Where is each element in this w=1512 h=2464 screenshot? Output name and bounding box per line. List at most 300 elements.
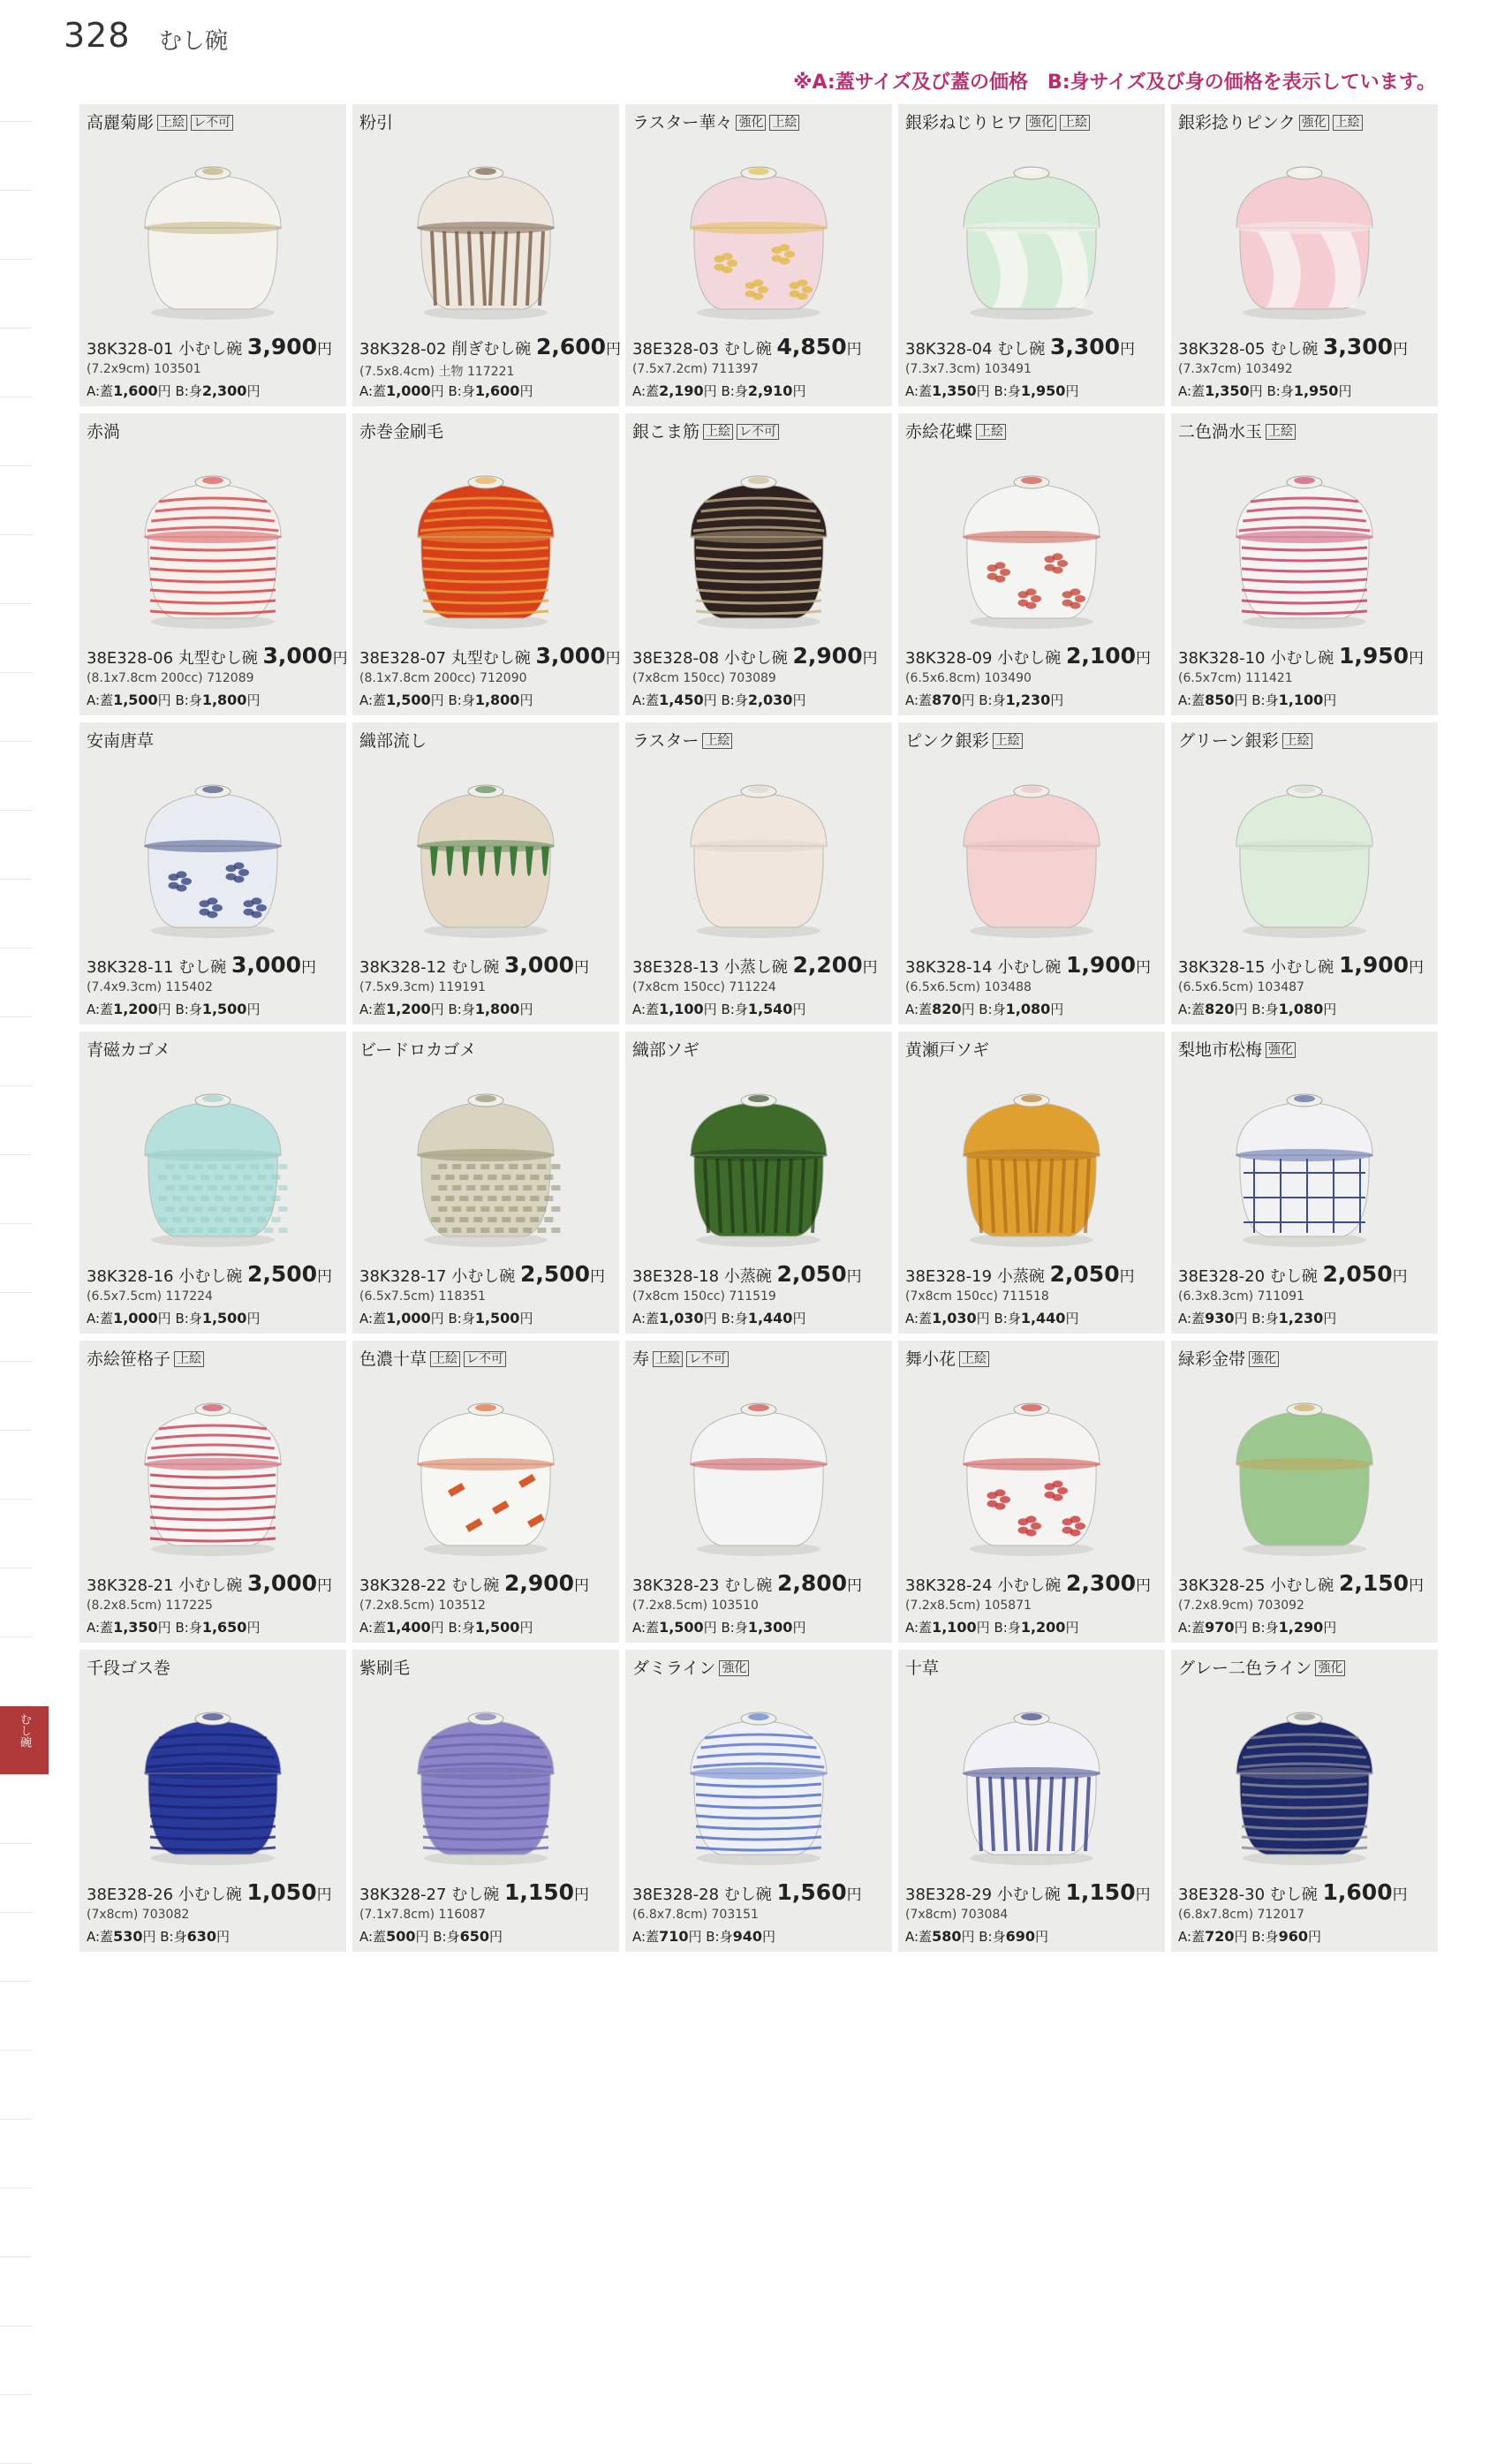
product-type: むし碗 (724, 1576, 773, 1595)
product-size: (6.5x6.5cm) 103487 (1178, 980, 1304, 994)
product-name (905, 1655, 939, 1679)
product-code: 38K328-09 (905, 649, 993, 668)
body-price: 1,440 (1020, 1310, 1066, 1326)
lid-label: A:蓋 (905, 1620, 933, 1636)
lid-label: A:蓋 (905, 1311, 933, 1326)
product-code-price (359, 1879, 589, 1905)
lid-body-prices (359, 382, 533, 400)
product-code: 38E328-28 (632, 1886, 720, 1904)
body-price: 1,500 (474, 1310, 520, 1326)
product-grid (79, 104, 1440, 1952)
yen-unit: 円 (1234, 1620, 1248, 1636)
product-photo (659, 1685, 858, 1871)
yen-unit: 円 (1338, 383, 1352, 399)
index-tab (0, 535, 32, 604)
product-code: 38E328-30 (1178, 1886, 1266, 1904)
lid-label: A:蓋 (905, 1929, 933, 1945)
lid-body-prices (1178, 691, 1336, 709)
yen-unit: 円 (792, 1620, 806, 1636)
index-tab (0, 604, 32, 673)
body-label: B:身 (448, 1620, 475, 1636)
product-name (87, 1655, 170, 1679)
product-code-price (87, 643, 348, 669)
product-card (352, 413, 619, 715)
product-name (632, 1655, 749, 1679)
body-label: B:身 (433, 1929, 460, 1945)
product-type: 小むし碗 (723, 649, 788, 668)
product-price: 1,150 (1065, 1879, 1136, 1905)
product-card (1171, 1032, 1438, 1334)
size-price-note: ※A:蓋サイズ及び蓋の価格 B:身サイズ及び身の価格を表示しています。 (793, 72, 1436, 94)
body-price: 1,300 (747, 1619, 793, 1636)
yen-unit: 円 (862, 959, 878, 977)
yen-unit: 円 (430, 1311, 444, 1326)
product-price: 2,300 (1065, 1570, 1137, 1596)
product-size: (7x8cm 150cc) 711518 (905, 1289, 1049, 1304)
body-label: B:身 (1251, 1311, 1279, 1326)
yen-unit: 円 (1409, 650, 1425, 668)
product-code-price (905, 643, 1151, 669)
product-size: (6.5x7.5cm) 117224 (87, 1289, 213, 1304)
yen-unit: 円 (157, 1311, 171, 1326)
product-name-text: 青磁カゴメ (87, 1040, 171, 1060)
yen-unit: 円 (976, 383, 990, 399)
body-label: B:身 (994, 1620, 1021, 1636)
lid-price: 930 (1205, 1310, 1235, 1326)
lid-body-prices (1178, 1000, 1336, 1018)
body-label: B:身 (160, 1929, 187, 1945)
product-type: 小むし碗 (1270, 958, 1334, 977)
lid-label: A:蓋 (359, 692, 387, 708)
product-price: 3,000 (262, 643, 333, 669)
lid-label: A:蓋 (87, 383, 114, 399)
product-name (632, 110, 799, 133)
attribute-tag: 強化 (1299, 115, 1329, 131)
product-code: 38E328-06 (87, 649, 174, 668)
product-type: むし碗 (178, 958, 227, 977)
lid-label: A:蓋 (905, 692, 933, 708)
index-tab (0, 1913, 32, 1982)
product-size: (8.1x7.8cm 200cc) 712090 (359, 671, 527, 685)
product-name (905, 728, 1023, 752)
product-code: 38K328-15 (1178, 958, 1266, 977)
product-code: 38E328-13 (632, 958, 720, 977)
product-code: 38E328-29 (905, 1886, 993, 1904)
product-photo (386, 1376, 586, 1561)
yen-unit: 円 (246, 1620, 261, 1636)
product-size: (6.5x7cm) 111421 (1178, 671, 1293, 685)
yen-unit: 円 (1120, 341, 1136, 359)
body-price: 690 (1005, 1928, 1036, 1945)
yen-unit: 円 (1135, 1886, 1151, 1904)
lid-body-prices (87, 1000, 260, 1018)
product-name (1178, 1346, 1279, 1370)
product-size: (6.8x7.8cm) 703151 (632, 1908, 759, 1922)
yen-unit: 円 (519, 1311, 533, 1326)
lid-label: A:蓋 (1178, 383, 1206, 399)
yen-unit: 円 (688, 1929, 702, 1945)
body-price: 2,030 (747, 692, 793, 708)
product-size: (7x8cm 150cc) 711224 (632, 980, 776, 994)
product-type: 小むし碗 (178, 1267, 243, 1286)
attribute-tag: 強化 (719, 1660, 749, 1676)
product-name-text: 十草 (905, 1659, 940, 1678)
lid-price: 1,000 (386, 382, 431, 399)
product-code: 38K328-25 (1178, 1576, 1266, 1595)
product-photo (386, 140, 586, 325)
product-code-price (359, 1570, 589, 1596)
product-code-price (359, 334, 621, 359)
lid-price: 1,100 (932, 1619, 977, 1636)
lid-label: A:蓋 (1178, 1620, 1206, 1636)
product-code-price (359, 952, 589, 978)
yen-unit: 円 (1323, 692, 1337, 708)
body-label: B:身 (721, 692, 748, 708)
yen-unit: 円 (1136, 650, 1152, 668)
attribute-tag: 強化 (736, 115, 766, 131)
yen-unit: 円 (246, 692, 261, 708)
yen-unit: 円 (1392, 1268, 1408, 1286)
attribute-tag: 上絵 (430, 1351, 460, 1367)
product-name-text: グレー二色ライン (1178, 1659, 1312, 1678)
attribute-tag: 強化 (1266, 1042, 1296, 1058)
product-size: (7.1x7.8cm) 116087 (359, 1908, 486, 1922)
lid-price: 710 (659, 1928, 689, 1945)
product-photo (113, 1067, 313, 1252)
product-size: (7.4x9.3cm) 115402 (87, 980, 213, 994)
body-price: 940 (732, 1928, 763, 1945)
lid-label: A:蓋 (905, 1001, 933, 1017)
product-card (1171, 722, 1438, 1024)
lid-price: 820 (1205, 1001, 1235, 1017)
yen-unit: 円 (1065, 1311, 1079, 1326)
lid-label: A:蓋 (632, 1620, 660, 1636)
yen-unit: 円 (317, 341, 333, 359)
yen-unit: 円 (847, 1577, 863, 1595)
body-label: B:身 (979, 1929, 1006, 1945)
index-tab (0, 466, 32, 535)
product-type: 小むし碗 (997, 958, 1062, 977)
product-name-text: 赤絵笹格子 (87, 1349, 171, 1369)
product-name-text: 安南唐草 (87, 731, 155, 751)
yen-unit: 円 (519, 1001, 533, 1017)
index-tab (0, 1362, 32, 1431)
product-type: 小むし碗 (996, 1886, 1061, 1904)
yen-unit: 円 (792, 1311, 806, 1326)
body-price: 1,800 (474, 1001, 520, 1017)
lid-body-prices (87, 382, 260, 400)
body-price: 1,290 (1278, 1619, 1324, 1636)
body-label: B:身 (721, 1001, 748, 1017)
lid-label: A:蓋 (87, 1929, 114, 1945)
product-price: 3,000 (246, 1570, 318, 1596)
yen-unit: 円 (430, 383, 444, 399)
product-photo (113, 758, 313, 943)
yen-unit: 円 (574, 1577, 590, 1595)
product-size: (6.5x7.5cm) 118351 (359, 1289, 486, 1304)
body-price: 1,230 (1005, 692, 1051, 708)
attribute-tag: 上絵 (702, 733, 732, 749)
product-code-price (632, 952, 878, 978)
product-code-price (87, 1570, 332, 1596)
index-tab (0, 2051, 32, 2120)
product-code: 38K328-22 (359, 1576, 447, 1595)
lid-price: 1,350 (932, 382, 977, 399)
lid-price: 500 (386, 1928, 416, 1945)
product-photo (1205, 140, 1404, 325)
lid-label: A:蓋 (359, 383, 387, 399)
product-size: (8.1x7.8cm 200cc) 712089 (87, 671, 254, 685)
lid-body-prices (632, 1927, 775, 1946)
product-name-text: ピンク銀彩 (905, 731, 989, 751)
product-price: 2,150 (1338, 1570, 1410, 1596)
lid-label: A:蓋 (1178, 1929, 1206, 1945)
product-code: 38K328-12 (359, 958, 447, 977)
body-price: 1,500 (201, 1001, 247, 1017)
lid-body-prices (1178, 382, 1351, 400)
product-size: (7.3x7cm) 103492 (1178, 362, 1293, 376)
lid-body-prices (359, 1309, 533, 1327)
yen-unit: 円 (961, 1001, 975, 1017)
product-name-text: ラスター (632, 731, 699, 751)
yen-unit: 円 (792, 692, 806, 708)
product-size: (7x8cm 150cc) 703089 (632, 671, 776, 685)
yen-unit: 円 (1234, 692, 1248, 708)
product-name-text: 赤巻金刷毛 (359, 422, 444, 442)
product-name-text: 色濃十草 (359, 1349, 427, 1369)
product-name (905, 110, 1090, 133)
product-name (359, 1346, 506, 1370)
yen-unit: 円 (1409, 959, 1425, 977)
product-name (87, 1346, 204, 1370)
yen-unit: 円 (157, 383, 171, 399)
product-price: 2,050 (1322, 1261, 1393, 1287)
product-price: 4,850 (776, 334, 847, 359)
product-price: 1,150 (503, 1879, 575, 1905)
product-name-text: ダミライン (632, 1659, 716, 1678)
index-tab: むし碗 (0, 1706, 49, 1775)
product-name-text: 銀彩捻りピンク (1178, 113, 1296, 132)
body-price: 1,080 (1278, 1001, 1324, 1017)
product-photo (659, 1376, 858, 1561)
index-tab (0, 1086, 32, 1155)
product-size: (7x8cm) 703082 (87, 1908, 190, 1922)
product-name (87, 110, 233, 133)
product-size: (7x8cm) 703084 (905, 1908, 1009, 1922)
lid-label: A:蓋 (632, 692, 660, 708)
attribute-tag: 上絵 (1266, 424, 1296, 440)
yen-unit: 円 (976, 1311, 990, 1326)
index-tab (0, 1844, 32, 1913)
yen-unit: 円 (157, 1620, 171, 1636)
lid-label: A:蓋 (632, 1929, 660, 1945)
index-tab (0, 949, 32, 1017)
lid-body-prices (359, 1927, 503, 1946)
product-name (632, 1037, 699, 1061)
body-price: 1,200 (1020, 1619, 1066, 1636)
index-tab (0, 880, 32, 949)
product-photo (932, 1685, 1131, 1871)
product-size: (8.2x8.5cm) 117225 (87, 1599, 213, 1613)
lid-price: 1,000 (113, 1310, 158, 1326)
index-tab (0, 811, 32, 880)
product-type: 小むし碗 (178, 340, 243, 359)
product-code-price (1178, 1570, 1424, 1596)
product-code-price (632, 1879, 862, 1905)
body-label: B:身 (448, 1311, 475, 1326)
body-label: B:身 (1266, 383, 1294, 399)
body-price: 1,500 (474, 1619, 520, 1636)
lid-label: A:蓋 (87, 1311, 114, 1326)
lid-price: 1,500 (113, 692, 158, 708)
yen-unit: 円 (1323, 1001, 1337, 1017)
yen-unit: 円 (1409, 1577, 1425, 1595)
yen-unit: 円 (1234, 1001, 1248, 1017)
body-label: B:身 (721, 383, 748, 399)
lid-label: A:蓋 (359, 1001, 387, 1017)
product-code-price (1178, 643, 1424, 669)
product-type: むし碗 (1270, 340, 1319, 359)
product-photo (659, 758, 858, 943)
product-card (352, 104, 622, 406)
product-code: 38K328-01 (87, 340, 174, 359)
body-label: B:身 (1251, 1001, 1279, 1017)
lid-body-prices (359, 1000, 533, 1018)
lid-price: 820 (932, 1001, 962, 1017)
yen-unit: 円 (332, 650, 348, 668)
product-code: 38K328-23 (632, 1576, 720, 1595)
attribute-tag: 上絵 (976, 424, 1006, 440)
yen-unit: 円 (519, 1620, 533, 1636)
lid-label: A:蓋 (1178, 692, 1206, 708)
product-code-price (632, 643, 878, 669)
product-photo (386, 758, 586, 943)
product-code-price (632, 1261, 862, 1287)
category-index-tabs (0, 53, 46, 1996)
lid-price: 1,000 (386, 1310, 431, 1326)
lid-body-prices (905, 1309, 1078, 1327)
product-type: むし碗 (997, 340, 1046, 359)
product-code: 38K328-27 (359, 1886, 447, 1904)
product-photo (932, 1376, 1131, 1561)
lid-price: 1,400 (386, 1619, 431, 1636)
yen-unit: 円 (1050, 692, 1064, 708)
product-name-text: 銀こま筋 (632, 422, 700, 442)
yen-unit: 円 (1392, 1886, 1408, 1904)
product-size: (7.5x7.2cm) 711397 (632, 362, 759, 376)
lid-price: 720 (1205, 1928, 1235, 1945)
yen-unit: 円 (1323, 1620, 1337, 1636)
index-tab (0, 2326, 32, 2395)
product-type: 小むし碗 (1270, 1576, 1334, 1595)
product-photo (386, 1685, 586, 1871)
index-tab (0, 2395, 32, 2464)
yen-unit: 円 (1308, 1929, 1322, 1945)
lid-label: A:蓋 (905, 383, 933, 399)
yen-unit: 円 (1136, 959, 1152, 977)
index-tab (0, 1775, 32, 1844)
product-photo (659, 449, 858, 634)
product-type: 小蒸碗 (723, 1267, 772, 1286)
product-card (898, 104, 1165, 406)
index-tab (0, 1293, 32, 1362)
body-label: B:身 (979, 692, 1006, 708)
body-label: B:身 (706, 1929, 733, 1945)
product-name-text: 二色渦水玉 (1178, 422, 1263, 442)
yen-unit: 円 (1035, 1929, 1049, 1945)
yen-unit: 円 (846, 1268, 862, 1286)
product-code: 38K328-11 (87, 958, 174, 977)
attribute-tag: 上絵 (1282, 733, 1312, 749)
page-number: 328 (64, 16, 131, 55)
lid-body-prices (905, 1618, 1078, 1636)
product-code: 38E328-08 (632, 649, 720, 668)
product-type: むし碗 (723, 340, 772, 359)
yen-unit: 円 (430, 1001, 444, 1017)
product-photo (932, 758, 1131, 943)
product-price: 1,560 (776, 1879, 847, 1905)
body-price: 1,800 (201, 692, 247, 708)
body-label: B:身 (175, 692, 202, 708)
product-name-text: 舞小花 (905, 1349, 956, 1369)
yen-unit: 円 (430, 692, 444, 708)
product-name (359, 419, 443, 442)
product-size: (6.8x7.8cm) 712017 (1178, 1908, 1304, 1922)
product-code: 38K328-16 (87, 1267, 174, 1286)
product-price: 2,100 (1065, 643, 1137, 669)
product-type: むし碗 (451, 958, 500, 977)
lid-body-prices (87, 1309, 260, 1327)
product-type: むし碗 (451, 1576, 500, 1595)
product-type: 丸型むし碗 (450, 649, 531, 668)
product-size: (7.5x9.3cm) 119191 (359, 980, 486, 994)
product-name (905, 1346, 989, 1370)
product-size: (7.5x8.4cm) 土物 117221 (359, 365, 515, 379)
product-photo (932, 140, 1131, 325)
attribute-tag: 上絵 (157, 115, 187, 131)
product-name (359, 728, 427, 752)
lid-price: 530 (113, 1928, 143, 1945)
yen-unit: 円 (1323, 1311, 1337, 1326)
yen-unit: 円 (862, 650, 878, 668)
product-code: 38E328-20 (1178, 1267, 1266, 1286)
body-price: 1,650 (201, 1619, 247, 1636)
product-code-price (905, 1879, 1151, 1905)
product-name-text: ビードロカゴメ (359, 1040, 477, 1060)
product-size: (7.2x8.5cm) 105871 (905, 1599, 1032, 1613)
product-size: (6.5x6.8cm) 103490 (905, 671, 1032, 685)
product-name (905, 1037, 989, 1061)
product-code-price (1178, 334, 1408, 359)
product-card (79, 413, 346, 715)
yen-unit: 円 (605, 650, 621, 668)
product-price: 3,000 (503, 952, 575, 978)
index-tab (0, 53, 32, 122)
body-label: B:身 (175, 1311, 202, 1326)
lid-label: A:蓋 (87, 1001, 114, 1017)
product-name-text: 寿 (632, 1349, 650, 1369)
product-card (898, 1650, 1165, 1952)
product-photo (113, 140, 313, 325)
product-size: (7x8cm 150cc) 711519 (632, 1289, 776, 1304)
product-type: むし碗 (1269, 1886, 1318, 1904)
attribute-tag: 上絵 (993, 733, 1023, 749)
product-name-text: 銀彩ねじりヒワ (905, 113, 1024, 132)
product-code-price (632, 334, 862, 359)
yen-unit: 円 (1234, 1311, 1248, 1326)
index-tab (0, 122, 32, 191)
product-type: 小蒸碗 (996, 1267, 1045, 1286)
